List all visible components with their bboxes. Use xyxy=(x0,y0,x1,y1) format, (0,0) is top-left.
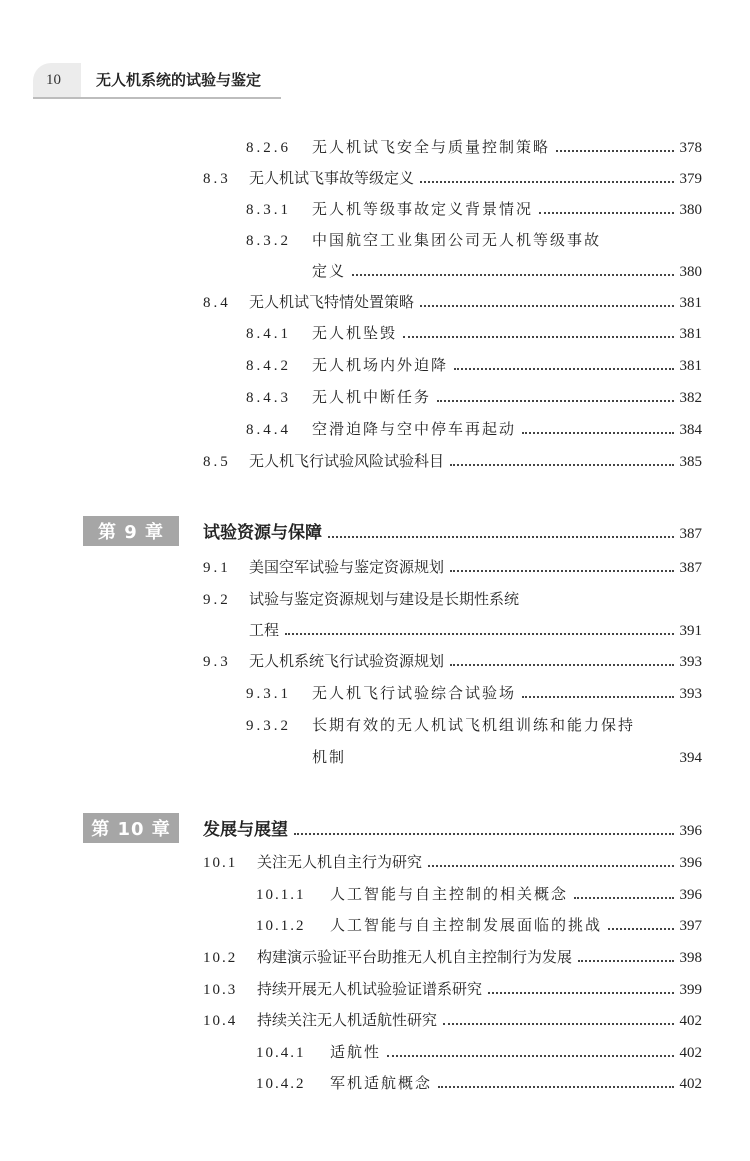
section-title: 美国空军试验与鉴定资源规划 xyxy=(249,558,445,576)
section-number: 8.4.4 xyxy=(246,422,291,438)
page-ref: 402 xyxy=(679,1076,702,1092)
section-number: 10.4 xyxy=(203,1013,238,1029)
dot-leader xyxy=(574,897,673,899)
chapter-10-badge: 第 10 章 xyxy=(83,813,179,843)
section-title: 试验与鉴定资源规划与建设是长期性系统 xyxy=(249,590,520,608)
page-ref: 380 xyxy=(679,202,702,218)
page-ref: 378 xyxy=(679,140,702,156)
section-title: 人工智能与自主控制发展面临的挑战 xyxy=(330,916,603,934)
toc-entry-9-1[interactable] xyxy=(203,556,702,584)
chapter-9-badge: 第 9 章 xyxy=(83,516,179,546)
toc-entry-8-3-2-continued[interactable] xyxy=(312,260,702,288)
section-title-continued: 机制 xyxy=(312,748,347,766)
dot-leader xyxy=(420,181,673,183)
toc-entry-10-4[interactable] xyxy=(203,1009,702,1037)
page-ref: 381 xyxy=(679,358,702,374)
toc-entry-10-2[interactable] xyxy=(203,946,702,974)
dot-leader xyxy=(539,212,673,214)
dot-leader xyxy=(450,464,673,466)
dot-leader xyxy=(438,1086,673,1088)
section-title: 无人机试飞事故等级定义 xyxy=(249,169,415,187)
page-ref: 393 xyxy=(679,686,702,702)
toc-entry-10-3[interactable] xyxy=(203,978,702,1006)
section-number: 9.3.2 xyxy=(246,718,291,734)
section-title: 无人机飞行试验风险试验科目 xyxy=(249,452,445,470)
section-title: 无人机等级事故定义背景情况 xyxy=(312,200,534,218)
section-number: 10.1.2 xyxy=(256,918,306,934)
dot-leader xyxy=(403,336,673,338)
toc-entry-8-3-2[interactable] xyxy=(246,229,702,257)
section-title: 无人机系统飞行试验资源规划 xyxy=(249,652,445,670)
page-ref: 381 xyxy=(679,326,702,342)
section-title: 适航性 xyxy=(330,1043,382,1061)
page-ref: 394 xyxy=(679,750,702,766)
section-number: 8.4.2 xyxy=(246,358,291,374)
toc-entry-10-1-2[interactable] xyxy=(256,914,702,942)
spacer xyxy=(352,760,673,762)
section-number: 8.3.2 xyxy=(246,233,291,249)
toc-entry-9-3-2-continued[interactable] xyxy=(312,746,702,774)
page-ref: 387 xyxy=(679,526,702,542)
section-number: 8.3.1 xyxy=(246,202,291,218)
page-ref: 402 xyxy=(679,1045,702,1061)
page-ref: 381 xyxy=(679,295,702,311)
dot-leader xyxy=(285,633,673,635)
section-title: 无人机试飞特情处置策略 xyxy=(249,293,415,311)
page-ref: 382 xyxy=(679,390,702,406)
dot-leader xyxy=(450,664,673,666)
section-title: 无人机坠毁 xyxy=(312,324,398,342)
toc-entry-10-1[interactable] xyxy=(203,851,702,879)
page-ref: 384 xyxy=(679,422,702,438)
toc-entry-10-4-2[interactable] xyxy=(256,1072,702,1100)
dot-leader xyxy=(522,696,673,698)
chapter-title: 发展与展望 xyxy=(203,820,288,840)
page-ref: 391 xyxy=(679,623,702,639)
toc-entry-8-3-1[interactable] xyxy=(246,198,702,226)
page-ref: 396 xyxy=(679,887,702,903)
toc-entry-8-4-2[interactable] xyxy=(246,354,702,382)
page-ref: 379 xyxy=(679,171,702,187)
section-number: 8.2.6 xyxy=(246,140,291,156)
section-number: 10.1 xyxy=(203,855,238,871)
dot-leader xyxy=(294,833,674,835)
section-title: 中国航空工业集团公司无人机等级事故 xyxy=(312,231,602,249)
section-title: 无人机试飞安全与质量控制策略 xyxy=(312,138,551,156)
header-divider xyxy=(81,97,281,99)
dot-leader xyxy=(420,305,673,307)
toc-entry-8-2-6[interactable] xyxy=(246,136,702,164)
section-number: 9.1 xyxy=(203,560,231,576)
section-number: 8.3 xyxy=(203,171,231,187)
dot-leader xyxy=(352,274,673,276)
toc-entry-9-2-continued[interactable] xyxy=(249,619,702,647)
page-ref: 380 xyxy=(679,264,702,280)
page-ref: 397 xyxy=(679,918,702,934)
section-number: 8.4 xyxy=(203,295,231,311)
section-number: 9.2 xyxy=(203,592,231,608)
page-number: 10 xyxy=(46,72,61,88)
section-title: 空滑迫降与空中停车再起动 xyxy=(312,420,517,438)
page-ref: 399 xyxy=(679,982,702,998)
toc-entry-8-5[interactable] xyxy=(203,450,702,478)
section-title: 军机适航概念 xyxy=(330,1074,433,1092)
dot-leader xyxy=(578,960,673,962)
section-number: 9.3 xyxy=(203,654,231,670)
chapter-title: 试验资源与保障 xyxy=(203,523,322,543)
section-title: 关注无人机自主行为研究 xyxy=(257,853,423,871)
toc-entry-8-4-3[interactable] xyxy=(246,386,702,414)
toc-chapter-9[interactable] xyxy=(203,518,702,546)
toc-entry-8-4-1[interactable] xyxy=(246,322,702,350)
section-title-continued: 工程 xyxy=(249,621,280,639)
dot-leader xyxy=(522,432,673,434)
page-ref: 398 xyxy=(679,950,702,966)
toc-chapter-10[interactable] xyxy=(203,815,702,843)
book-title: 无人机系统的试验与鉴定 xyxy=(96,71,262,89)
dot-leader xyxy=(556,150,673,152)
toc-entry-8-3[interactable] xyxy=(203,167,702,195)
dot-leader xyxy=(428,865,673,867)
section-title: 无人机场内外迫降 xyxy=(312,356,449,374)
section-title: 人工智能与自主控制的相关概念 xyxy=(330,885,569,903)
dot-leader xyxy=(443,1023,673,1025)
section-title: 长期有效的无人机试飞机组训练和能力保持 xyxy=(312,716,636,734)
toc-entry-9-3[interactable] xyxy=(203,650,702,678)
toc-entry-9-3-2[interactable] xyxy=(246,714,702,742)
section-number: 10.4.1 xyxy=(256,1045,306,1061)
toc-entry-8-4-4[interactable] xyxy=(246,418,702,446)
section-number: 10.3 xyxy=(203,982,238,998)
page-ref: 387 xyxy=(679,560,702,576)
toc-entry-9-3-1[interactable] xyxy=(246,682,702,710)
dot-leader xyxy=(454,368,673,370)
toc-entry-10-1-1[interactable] xyxy=(256,883,702,911)
toc-entry-9-2[interactable] xyxy=(203,588,702,616)
section-number: 8.4.1 xyxy=(246,326,291,342)
dot-leader xyxy=(387,1055,673,1057)
section-number: 8.4.3 xyxy=(246,390,291,406)
section-title: 持续开展无人机试验验证谱系研究 xyxy=(257,980,483,998)
section-number: 10.4.2 xyxy=(256,1076,306,1092)
section-number: 10.1.1 xyxy=(256,887,306,903)
dot-leader xyxy=(328,536,674,538)
toc-entry-10-4-1[interactable] xyxy=(256,1041,702,1069)
page-ref: 396 xyxy=(679,823,702,839)
page-ref: 393 xyxy=(679,654,702,670)
section-title: 持续关注无人机适航性研究 xyxy=(257,1011,438,1029)
page-ref: 385 xyxy=(679,454,702,470)
toc-entry-8-4[interactable] xyxy=(203,291,702,319)
dot-leader xyxy=(450,570,673,572)
section-number: 9.3.1 xyxy=(246,686,291,702)
section-number: 8.5 xyxy=(203,454,231,470)
running-header xyxy=(0,0,750,110)
page-ref: 396 xyxy=(679,855,702,871)
section-title: 无人机中断任务 xyxy=(312,388,432,406)
section-number: 10.2 xyxy=(203,950,238,966)
section-title-continued: 定义 xyxy=(312,262,347,280)
dot-leader xyxy=(437,400,673,402)
section-title: 构建演示验证平台助推无人机自主控制行为发展 xyxy=(257,948,573,966)
page-ref: 402 xyxy=(679,1013,702,1029)
dot-leader xyxy=(608,928,673,930)
dot-leader xyxy=(488,992,673,994)
section-title: 无人机飞行试验综合试验场 xyxy=(312,684,517,702)
